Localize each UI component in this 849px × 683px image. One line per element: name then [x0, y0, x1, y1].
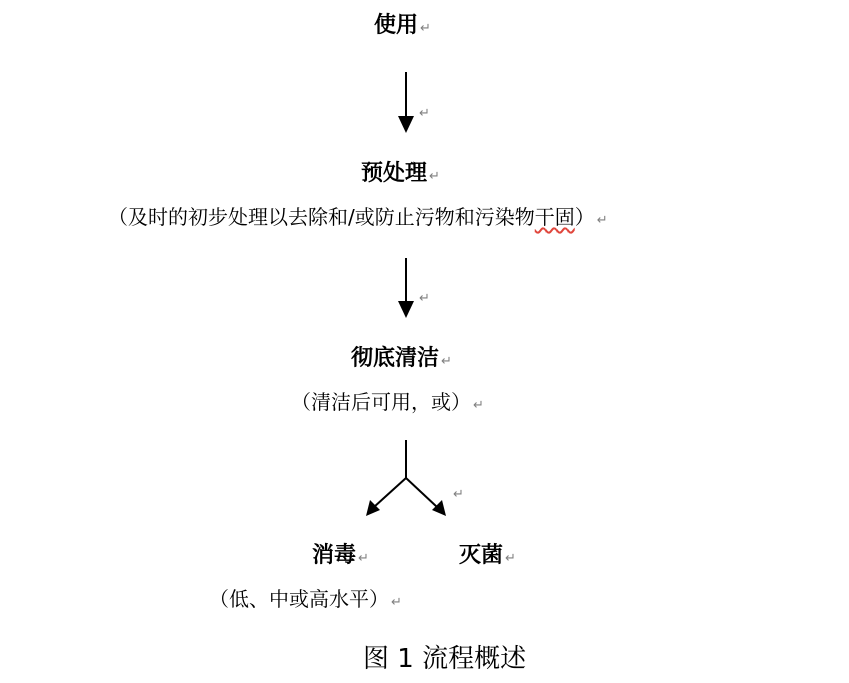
paragraph-mark: ↵ — [596, 213, 608, 228]
arrow-clean-split — [366, 440, 446, 516]
paragraph-mark: ↵ — [505, 551, 516, 566]
paragraph-mark: ↵ — [419, 291, 430, 306]
step-clean-note: （清洁后可用，或） ↵ — [291, 390, 484, 414]
paragraph-mark: ↵ — [419, 106, 430, 121]
paragraph-mark: ↵ — [358, 551, 369, 566]
step-preprocess-title: 预处理 ↵ — [361, 161, 440, 186]
paragraph-mark: ↵ — [391, 595, 402, 610]
step-clean-title: 彻底清洁 ↵ — [351, 346, 452, 371]
paragraph-mark: ↵ — [420, 21, 431, 36]
arrow-use-to-preprocess — [398, 72, 414, 133]
paragraph-mark: ↵ — [453, 487, 464, 502]
paragraph-mark: ↵ — [441, 354, 452, 369]
paragraph-mark: ↵ — [429, 169, 440, 184]
step-disinfect-title: 消毒 ↵ — [312, 543, 369, 568]
step-use-title: 使用 ↵ — [374, 13, 431, 38]
arrow-preprocess-to-clean — [398, 258, 414, 318]
step-preprocess-note: （及时的初步处理以去除和/或防止污物和污染物干固） ↵ — [108, 205, 608, 229]
step-sterilize-title: 灭菌 ↵ — [459, 543, 516, 568]
paragraph-mark: ↵ — [473, 398, 484, 413]
step-disinfect-note: （低、中或高水平） ↵ — [209, 587, 402, 611]
figure-caption: 图 1 流程概述 — [363, 644, 527, 674]
